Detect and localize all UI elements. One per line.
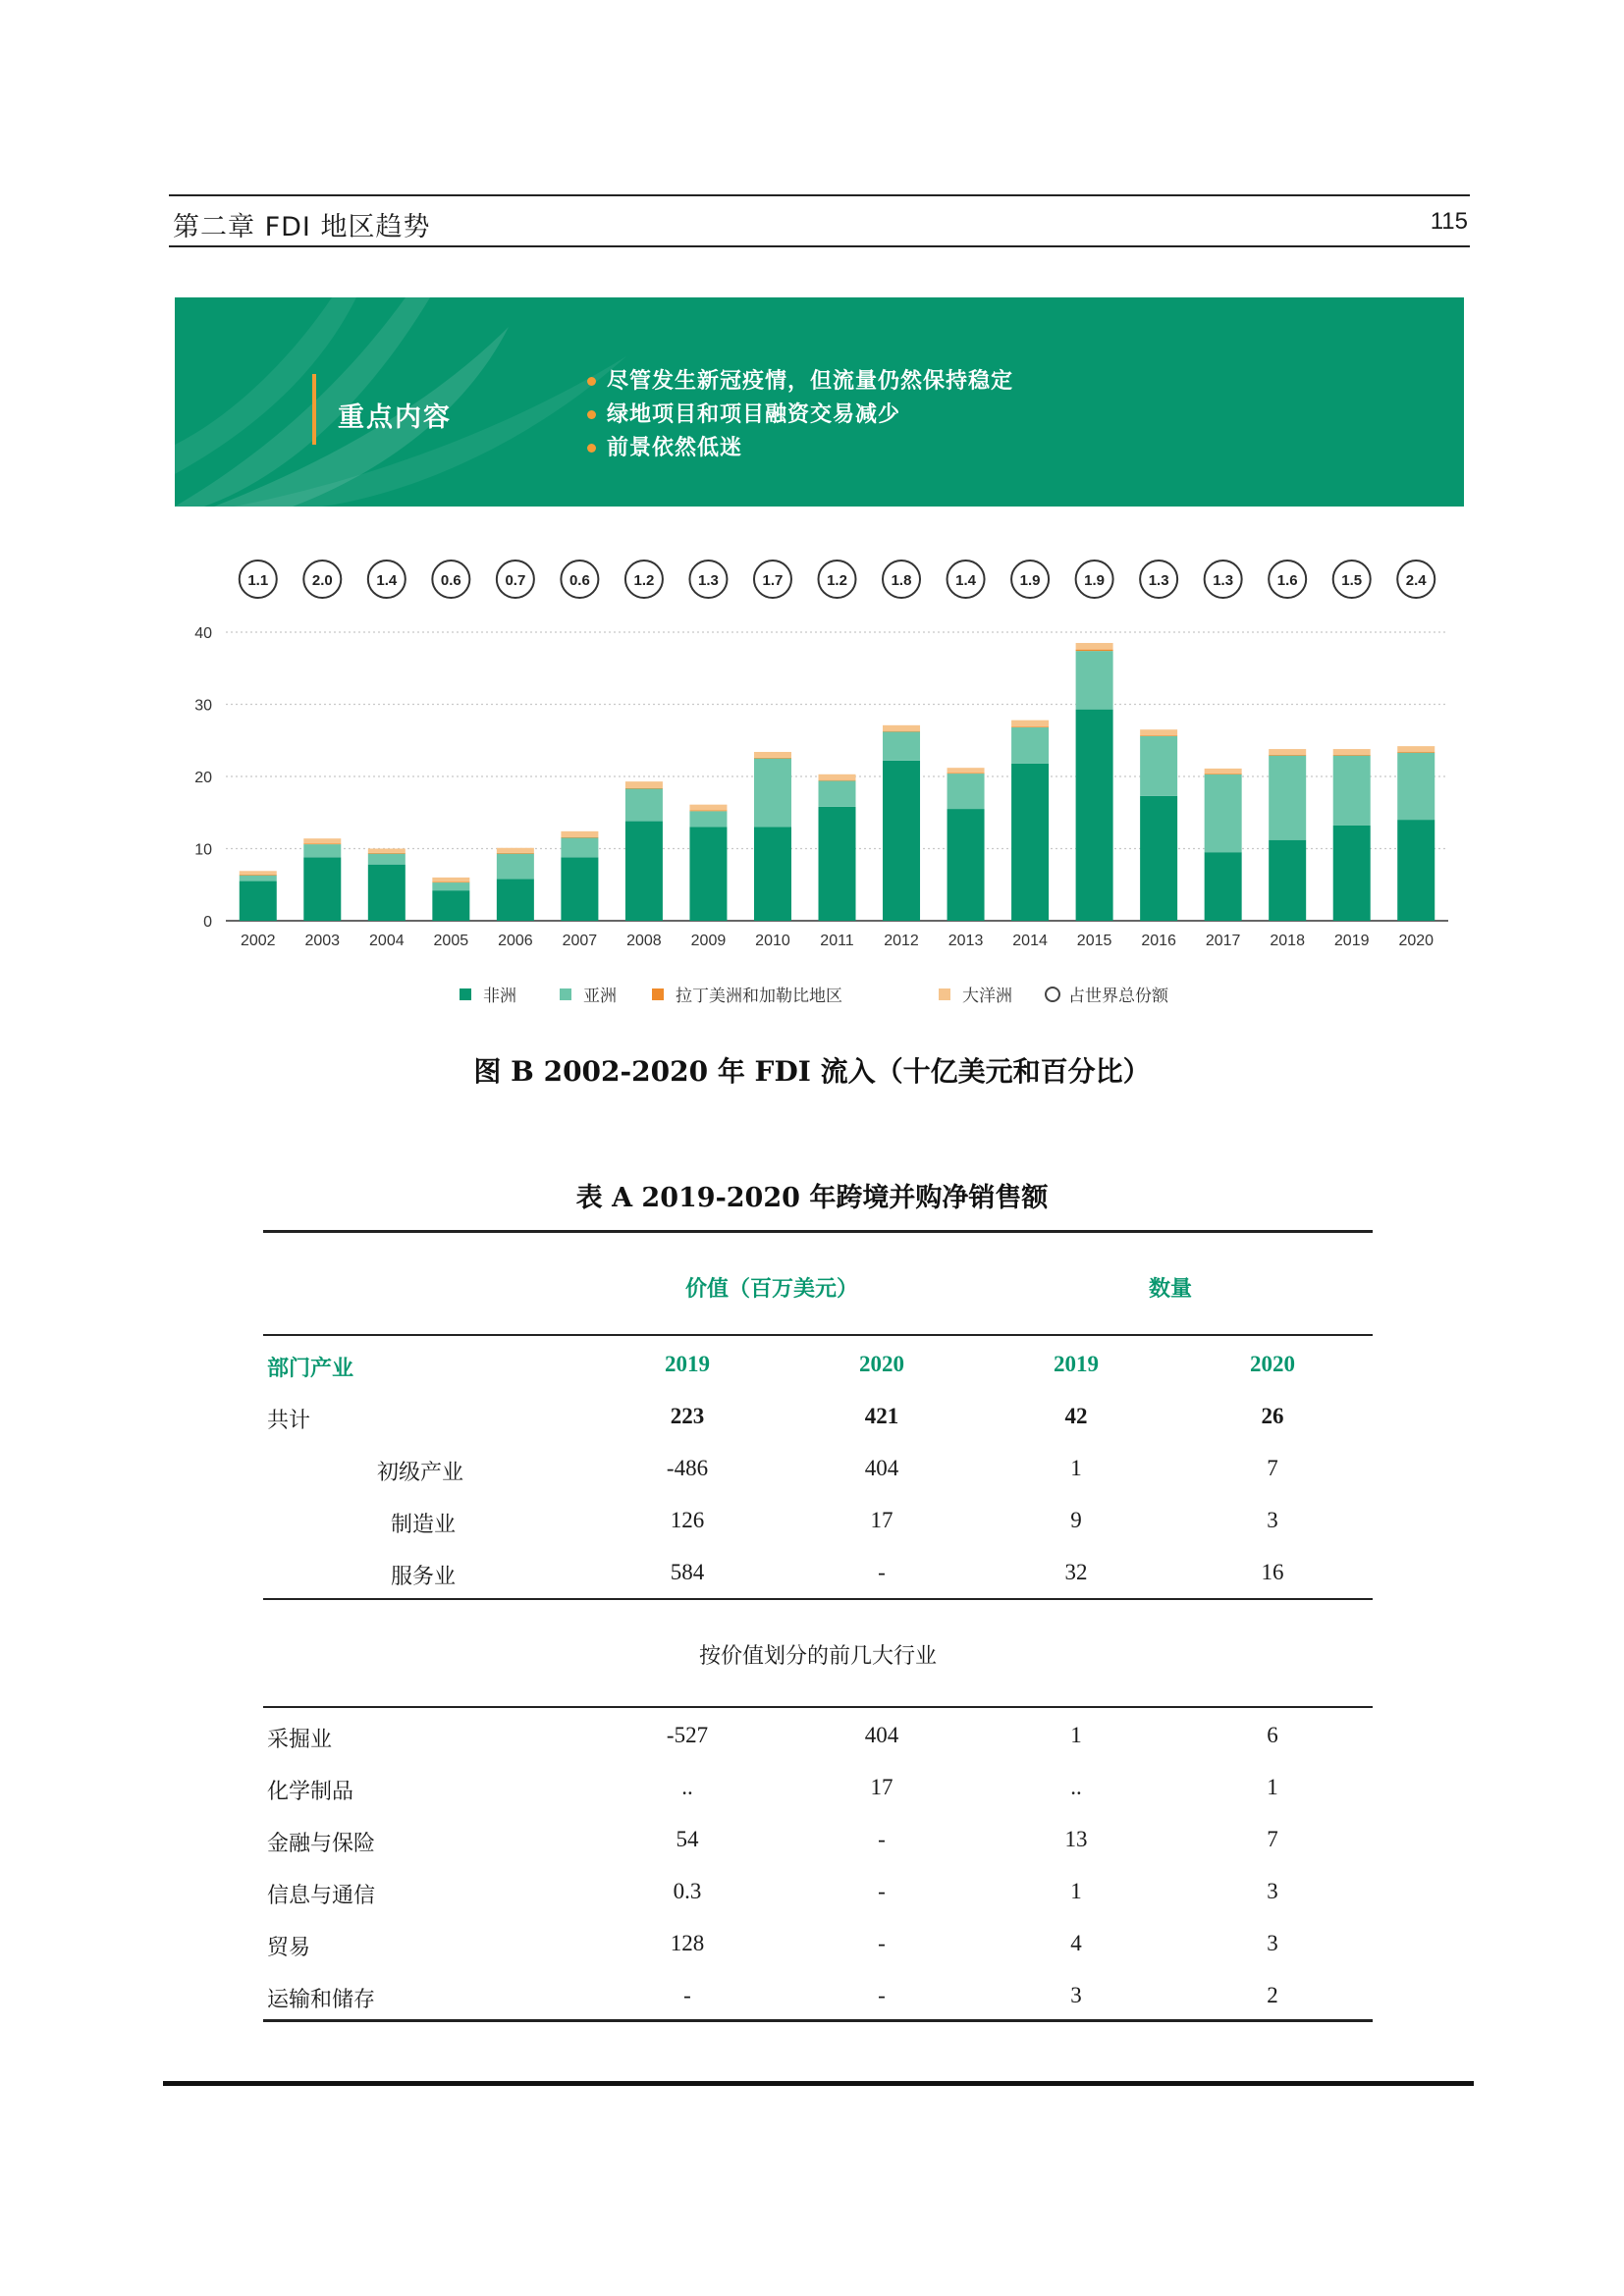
- legend-swatch: [560, 988, 571, 1000]
- bar-segment: [1333, 826, 1371, 921]
- x-tick-label: 2012: [884, 933, 919, 949]
- bar-segment: [240, 871, 277, 875]
- bar-segment: [1269, 755, 1306, 756]
- bar-segment: [240, 881, 277, 921]
- bar-segment: [1269, 840, 1306, 921]
- bar-segment: [1140, 736, 1177, 796]
- x-tick-label: 2003: [304, 933, 341, 949]
- row-label: 共计: [267, 1409, 311, 1433]
- bar-segment: [754, 759, 791, 828]
- x-tick-label: 2009: [690, 933, 727, 949]
- table-cell: 223: [670, 1404, 705, 1428]
- bar-segment: [1397, 752, 1435, 753]
- bar-segment: [368, 854, 406, 865]
- bar-segment: [689, 811, 727, 812]
- legend-circle-icon: [1045, 987, 1060, 1002]
- bar-segment: [432, 890, 469, 921]
- table-cell: 1: [1267, 1775, 1278, 1799]
- table-cell: 1: [1070, 1723, 1082, 1747]
- share-label: 1.7: [762, 572, 784, 589]
- table-cell: 1: [1070, 1879, 1082, 1903]
- bar-segment: [819, 780, 856, 806]
- y-tick-label: 0: [203, 914, 212, 931]
- bar-segment: [819, 807, 856, 921]
- row-label: 采掘业: [267, 1728, 333, 1752]
- x-tick-label: 2002: [240, 933, 276, 949]
- table-cell: 3: [1267, 1508, 1278, 1532]
- bar-segment: [303, 843, 341, 844]
- bar-segment: [1140, 735, 1177, 736]
- table-cell: -527: [666, 1723, 709, 1747]
- highlight-item: 尽管发生新冠疫情，但流量仍然保持稳定: [585, 364, 1013, 398]
- table-cell: -: [878, 1827, 886, 1851]
- bar-segment: [625, 822, 663, 921]
- bar-segment: [883, 731, 920, 732]
- bar-segment: [1333, 756, 1371, 826]
- highlight-item: 绿地项目和项目融资交易减少: [585, 398, 1013, 431]
- table-cell: 4: [1070, 1931, 1082, 1955]
- col-header-value-2020: 2020: [859, 1352, 904, 1376]
- share-label: 1.5: [1341, 572, 1363, 589]
- table-cell: 404: [864, 1456, 899, 1480]
- bar-segment: [497, 854, 534, 880]
- bar-segment: [1140, 796, 1177, 921]
- y-tick-label: 30: [194, 697, 212, 715]
- table-cell: 584: [670, 1560, 705, 1584]
- bar-segment: [497, 853, 534, 854]
- table-cell: 7: [1267, 1456, 1278, 1480]
- x-tick-label: 2005: [433, 933, 469, 949]
- share-label: 0.7: [505, 572, 526, 589]
- legend-latam: 拉丁美洲和加勒比地区: [652, 982, 842, 1006]
- bar-segment: [947, 773, 985, 774]
- bar-segment: [368, 849, 406, 853]
- bar-segment: [1333, 749, 1371, 755]
- table-rule-mid: [263, 1598, 1373, 1600]
- bar-segment: [561, 837, 598, 838]
- row-label: 信息与通信: [267, 1884, 376, 1908]
- legend-asia: 亚洲: [560, 982, 617, 1006]
- bar-segment: [303, 844, 341, 857]
- x-tick-label: 2020: [1398, 933, 1435, 949]
- highlight-item: 前景依然低迷: [585, 431, 1013, 464]
- bar-segment: [1397, 746, 1435, 752]
- x-tick-label: 2010: [755, 933, 790, 949]
- bar-segment: [561, 837, 598, 857]
- group-header-count: 数量: [1149, 1276, 1193, 1302]
- bar-segment: [819, 780, 856, 781]
- table-cell: -: [878, 1983, 886, 2007]
- page-number: 115: [1430, 208, 1468, 235]
- bar-segment: [1205, 774, 1242, 852]
- bar-segment: [689, 827, 727, 921]
- bar-segment: [497, 879, 534, 921]
- table-rule-header: [263, 1334, 1373, 1336]
- bar-segment: [432, 881, 469, 882]
- share-label: 1.2: [633, 572, 655, 589]
- bar-segment: [1011, 726, 1049, 727]
- bar-segment: [368, 853, 406, 854]
- share-label: 1.6: [1276, 572, 1298, 589]
- bar-segment: [947, 768, 985, 773]
- share-label: 1.3: [698, 572, 719, 589]
- table-cell: 6: [1267, 1723, 1278, 1747]
- x-tick-label: 2014: [1012, 933, 1048, 949]
- table-cell: 126: [670, 1508, 705, 1532]
- x-tick-label: 2006: [498, 933, 533, 949]
- table-cell: 13: [1064, 1827, 1088, 1851]
- x-tick-label: 2019: [1333, 933, 1370, 949]
- share-label: 1.1: [247, 572, 269, 589]
- table-cell: ..: [681, 1775, 693, 1799]
- row-label: 化学制品: [267, 1780, 354, 1804]
- bar-segment: [432, 882, 469, 890]
- bar-segment: [754, 752, 791, 758]
- row-label: 服务业: [391, 1565, 457, 1589]
- row-label: 运输和储存: [267, 1988, 376, 2012]
- table-cell: -: [878, 1879, 886, 1903]
- bar-segment: [947, 774, 985, 809]
- share-label: 1.9: [1084, 572, 1106, 589]
- bar-segment: [883, 731, 920, 760]
- table-cell: 2: [1267, 1983, 1278, 2007]
- figure-caption: 图 B 2002-2020 年 FDI 流入（十亿美元和百分比）: [473, 1055, 1151, 1088]
- bar-segment: [368, 865, 406, 921]
- bar-segment: [754, 758, 791, 759]
- bar-segment: [432, 878, 469, 881]
- bar-segment: [561, 857, 598, 921]
- bar-segment: [754, 827, 791, 921]
- row-label: 金融与保险: [267, 1832, 376, 1856]
- page-header: [169, 194, 1470, 247]
- legend-swatch: [460, 988, 471, 1000]
- table-cell: 128: [670, 1931, 705, 1955]
- table-cell: 17: [870, 1508, 893, 1532]
- bar-segment: [1076, 643, 1113, 650]
- bar-segment: [1269, 756, 1306, 840]
- legend-swatch: [652, 988, 664, 1000]
- table-caption: 表 A 2019-2020 年跨境并购净销售额: [575, 1183, 1049, 1213]
- table-cell: 3: [1070, 1983, 1082, 2007]
- bar-segment: [689, 811, 727, 827]
- table-cell: 16: [1261, 1560, 1284, 1584]
- fdi-inflow-chart: [177, 550, 1463, 962]
- x-tick-label: 2015: [1076, 933, 1112, 949]
- bar-segment: [1011, 721, 1049, 727]
- table-cell: 3: [1267, 1931, 1278, 1955]
- bar-segment: [883, 761, 920, 921]
- table-rule-top: [263, 1230, 1373, 1233]
- bar-segment: [497, 848, 534, 853]
- y-tick-label: 20: [194, 770, 212, 786]
- bar-segment: [1205, 769, 1242, 774]
- bar-segment: [303, 857, 341, 921]
- group-header-value: 价值（百万美元）: [685, 1276, 859, 1302]
- share-label: 1.8: [891, 572, 912, 589]
- x-tick-label: 2013: [947, 933, 984, 949]
- accent-bar: [312, 374, 316, 445]
- legend-africa: 非洲: [460, 982, 516, 1006]
- table-cell: 1: [1070, 1456, 1082, 1480]
- share-label: 0.6: [440, 572, 461, 589]
- bar-segment: [1011, 727, 1049, 764]
- table-cell: 42: [1064, 1404, 1088, 1428]
- bar-segment: [689, 805, 727, 811]
- x-tick-label: 2008: [626, 933, 662, 949]
- bar-segment: [1076, 651, 1113, 710]
- x-tick-label: 2016: [1141, 933, 1176, 949]
- y-tick-label: 10: [194, 841, 212, 859]
- x-tick-label: 2007: [562, 933, 598, 949]
- table-cell: ..: [1070, 1775, 1082, 1799]
- bar-segment: [561, 831, 598, 837]
- share-label: 0.6: [568, 572, 590, 589]
- bar-segment: [1333, 755, 1371, 756]
- col-header-count-2019: 2019: [1054, 1352, 1099, 1376]
- x-tick-label: 2018: [1270, 933, 1305, 949]
- bar-segment: [1205, 852, 1242, 921]
- table-cell: 32: [1064, 1560, 1088, 1584]
- table-cell: 54: [676, 1827, 699, 1851]
- table-cell: 7: [1267, 1827, 1278, 1851]
- share-label: 1.4: [955, 572, 976, 589]
- footer-rule: [163, 2081, 1474, 2086]
- bar-segment: [883, 725, 920, 731]
- table-rule-section: [263, 1706, 1373, 1708]
- chapter-title: 第二章 FDI 地区趋势: [173, 212, 431, 242]
- bar-segment: [303, 838, 341, 843]
- x-tick-label: 2004: [369, 933, 405, 949]
- bar-segment: [240, 875, 277, 876]
- bar-segment: [1076, 710, 1113, 921]
- bar-segment: [1076, 650, 1113, 651]
- bar-segment: [1269, 749, 1306, 755]
- table-cell: 17: [870, 1775, 893, 1799]
- bar-segment: [1397, 753, 1435, 820]
- col-header-count-2020: 2020: [1250, 1352, 1295, 1376]
- bar-segment: [625, 788, 663, 789]
- y-tick-label: 40: [194, 625, 212, 642]
- col-header-sector: 部门产业: [267, 1356, 354, 1381]
- legend-world-share: 占世界总份额: [1045, 982, 1168, 1006]
- table-cell: -: [878, 1560, 886, 1584]
- x-tick-label: 2011: [820, 933, 854, 949]
- col-header-value-2019: 2019: [665, 1352, 710, 1376]
- table-cell: 26: [1261, 1404, 1284, 1428]
- bar-segment: [819, 774, 856, 780]
- table-cell: 0.3: [673, 1879, 702, 1903]
- legend-oceania: 大洋洲: [939, 982, 1012, 1006]
- share-label: 1.2: [827, 572, 847, 589]
- section-title: 按价值划分的前几大行业: [698, 1644, 937, 1669]
- share-label: 1.3: [1213, 572, 1234, 589]
- table-cell: -: [878, 1931, 886, 1955]
- share-label: 2.4: [1405, 572, 1427, 589]
- table-cell: 421: [864, 1404, 899, 1428]
- share-label: 1.3: [1148, 572, 1169, 589]
- highlights-title: 重点内容: [338, 402, 452, 433]
- x-tick-label: 2017: [1205, 933, 1241, 949]
- table-cell: 3: [1267, 1879, 1278, 1903]
- row-label: 贸易: [267, 1936, 311, 1960]
- row-label: 初级产业: [377, 1461, 464, 1485]
- table-rule-bottom: [263, 2019, 1373, 2022]
- share-label: 1.9: [1019, 572, 1041, 589]
- bar-segment: [1397, 820, 1435, 921]
- highlights-list: [585, 364, 1013, 464]
- highlights-banner: [175, 297, 1464, 507]
- table-cell: -: [683, 1983, 691, 2007]
- table-cell: -486: [666, 1456, 709, 1480]
- table-cell: 9: [1070, 1508, 1082, 1532]
- row-label: 制造业: [391, 1513, 457, 1537]
- bar-segment: [947, 809, 985, 921]
- bar-segment: [240, 876, 277, 881]
- legend-swatch: [939, 988, 950, 1000]
- bar-segment: [625, 781, 663, 788]
- table-cell: 404: [864, 1723, 899, 1747]
- bar-segment: [625, 788, 663, 821]
- bar-segment: [1140, 729, 1177, 735]
- bar-segment: [1011, 764, 1049, 921]
- share-label: 2.0: [311, 572, 333, 589]
- share-label: 1.4: [376, 572, 398, 589]
